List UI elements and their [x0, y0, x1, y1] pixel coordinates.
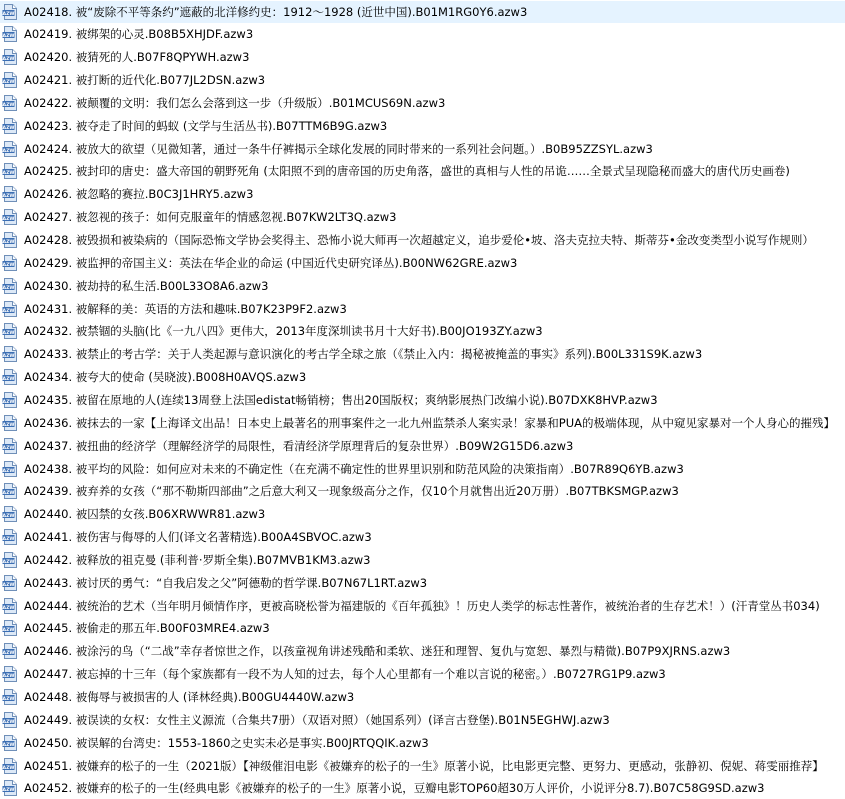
- azw-file-icon: [2, 415, 18, 431]
- azw-file-icon: [2, 323, 18, 339]
- file-name: A02448. 被侮辱与被损害的人 (译林经典).B00GU4440W.azw3: [24, 690, 355, 704]
- azw-file-icon: [2, 209, 18, 225]
- file-name: A02424. 被放大的欲望（见微知著，通过一条牛仔裤揭示全球化发展的同时带来的一系列社会问题。）.B0B95ZZSYL.azw3: [24, 141, 653, 156]
- file-row[interactable]: [0, 458, 845, 480]
- file-row[interactable]: [0, 526, 845, 548]
- azw-file-icon: [2, 712, 18, 728]
- file-row[interactable]: [0, 183, 845, 205]
- file-row[interactable]: [0, 69, 845, 91]
- svg-text:AZW: AZW: [2, 331, 15, 337]
- svg-text:AZW: AZW: [2, 491, 15, 497]
- file-row[interactable]: [0, 755, 845, 777]
- file-name: A02433. 被禁止的考古学：关于人类起源与意识演化的考古学全球之旅（《禁止入内：揭秘被掩盖的事实》系列).B00L331S9K.azw3: [24, 347, 703, 362]
- file-name: A02434. 被夸大的使命 (吴晓波).B008H0AVQS.azw3: [24, 370, 307, 385]
- svg-text:AZW: AZW: [2, 628, 15, 634]
- file-row[interactable]: [0, 298, 845, 320]
- azw-file-icon: [2, 95, 18, 111]
- azw-file-icon: [2, 4, 18, 20]
- file-row[interactable]: [0, 206, 845, 228]
- svg-text:AZW: AZW: [2, 536, 15, 542]
- svg-text:AZW: AZW: [2, 582, 15, 588]
- file-row[interactable]: [0, 412, 845, 434]
- file-row[interactable]: [0, 1, 845, 23]
- file-name: A02443. 被讨厌的勇气：“自我启发之父”阿德勒的哲学课.B07N67L1RT.azw3: [24, 575, 428, 590]
- file-name: A02450. 被误解的台湾史：1553-1860之史实未必是事实.B00JRTQQIK.azw3: [24, 735, 429, 750]
- file-name: A02428. 被毁损和被染病的（国际恐怖文学协会奖得主、恐怖小说大师再一次超越定义，追步爱伦•坡、洛夫克拉夫特、斯蒂芬•金改变类型小说写作规则）: [24, 233, 814, 247]
- azw-file-icon: [2, 346, 18, 362]
- file-row[interactable]: [0, 343, 845, 365]
- svg-text:AZW: AZW: [2, 102, 15, 108]
- svg-text:AZW: AZW: [2, 742, 15, 748]
- file-row[interactable]: [0, 229, 845, 251]
- svg-text:AZW: AZW: [2, 308, 15, 314]
- azw-file-icon: [2, 369, 18, 385]
- file-row[interactable]: [0, 160, 845, 182]
- svg-text:AZW: AZW: [2, 57, 15, 63]
- file-name: A02439. 被弃养的女孩（“那不勒斯四部曲”之后意大利又一现象级高分之作，仅10个月就售出近20万册）.B07TBKSMGP.azw3: [24, 484, 679, 499]
- azw-file-icon: [2, 461, 18, 477]
- azw-file-icon: [2, 163, 18, 179]
- file-row[interactable]: [0, 617, 845, 639]
- azw-file-icon: [2, 735, 18, 751]
- azw-file-icon: [2, 438, 18, 454]
- azw-file-icon: [2, 598, 18, 614]
- file-name: A02425. 被封印的唐史：盛大帝国的朝野死角 (太阳照不到的唐帝国的历史角落，盛世的真相与人性的吊诡……全景式呈现隐秘而盛大的唐代历史画卷): [24, 164, 790, 179]
- file-row[interactable]: [0, 320, 845, 342]
- file-name: A02420. 被猜死的人.B07F8QPYWH.azw3: [24, 50, 250, 65]
- file-name: A02449. 被误读的女权：女性主义源流（合集共7册）（双语对照）（她国系列）(译言古登堡).B01N5EGHWJ.azw3: [24, 712, 610, 727]
- file-name: A02441. 被伤害与侮辱的人们(译文名著精选).B00A4SBVOC.azw3: [24, 530, 372, 545]
- svg-text:AZW: AZW: [2, 765, 15, 771]
- azw-file-icon: [2, 392, 18, 408]
- file-name: A02446. 被涂污的鸟（“二战”幸存者惊世之作，以孩童视角讲述残酷和柔软、迷狂和理智、复仇与宽恕、暴烈与精微).B07P9XJRNS.azw3: [24, 644, 731, 659]
- file-name: A02438. 被平均的风险：如何应对未来的不确定性（在充满不确定性的世界里识别和防范风险的决策指南）.B07R89Q6YB.azw3: [24, 461, 684, 476]
- svg-text:AZW: AZW: [2, 285, 15, 291]
- file-row[interactable]: [0, 549, 845, 571]
- file-name: A02426. 被忽略的赛拉.B0C3J1HRY5.azw3: [24, 187, 254, 202]
- file-name: A02447. 被忘掉的十三年（每个家族都有一段不为人知的过去，每个人心里都有一个难以言说的秘密。）.B0727RG1P9.azw3: [24, 667, 666, 682]
- file-row[interactable]: [0, 732, 845, 754]
- file-row[interactable]: [0, 389, 845, 411]
- file-row[interactable]: [0, 252, 845, 274]
- svg-text:AZW: AZW: [2, 194, 15, 200]
- azw-file-icon: [2, 49, 18, 65]
- azw-file-icon: [2, 301, 18, 317]
- file-name: A02436. 被抹去的一家【上海译文出品！日本史上最著名的刑事案件之一北九州监禁杀人案实录！家暴和PUA的极端体现，从中窥见家暴对一个人身心的摧残】: [24, 415, 835, 430]
- file-row[interactable]: [0, 572, 845, 594]
- file-row[interactable]: [0, 366, 845, 388]
- file-name: A02429. 被监押的帝国主义：英法在华企业的命运 (中国近代史研究译丛).B00NW62GRE.azw3: [24, 255, 518, 270]
- svg-text:AZW: AZW: [2, 262, 15, 268]
- svg-text:AZW: AZW: [2, 719, 15, 725]
- svg-text:AZW: AZW: [2, 125, 15, 131]
- svg-text:AZW: AZW: [2, 605, 15, 611]
- file-row[interactable]: [0, 686, 845, 708]
- svg-text:AZW: AZW: [2, 11, 15, 17]
- svg-text:AZW: AZW: [2, 239, 15, 245]
- svg-text:AZW: AZW: [2, 399, 15, 405]
- file-row[interactable]: [0, 503, 845, 525]
- file-name: A02444. 被统治的艺术（当年明月倾情作序，更被高晓松誉为福建版的《百年孤独》！历史人类学的标志性著作，被统治者的生存艺术！）(汗青堂丛书034): [24, 598, 820, 613]
- file-row[interactable]: [0, 46, 845, 68]
- azw-file-icon: [2, 758, 18, 774]
- file-name: A02431. 被解释的美：英语的方法和趣味.B07K23P9F2.azw3: [24, 301, 347, 316]
- svg-text:AZW: AZW: [2, 376, 15, 382]
- svg-text:AZW: AZW: [2, 559, 15, 565]
- file-name: A02435. 被留在原地的人(连续13周登上法国edistat畅销榜；售出20国版权；爽纳影展热门改编小说).B07DXK8HVP.azw3: [24, 392, 658, 407]
- file-row[interactable]: [0, 138, 845, 160]
- file-name: A02452. 被嫌弃的松子的一生(经典电影《被嫌弃的松子的一生》原著小说，豆瓣电影TOP60超30万人评价，小说评分8.7).B07C58G9SD.azw3: [24, 781, 765, 796]
- file-row[interactable]: [0, 435, 845, 457]
- svg-text:AZW: AZW: [2, 354, 15, 360]
- svg-text:AZW: AZW: [2, 788, 15, 794]
- svg-text:AZW: AZW: [2, 651, 15, 657]
- svg-text:AZW: AZW: [2, 79, 15, 85]
- azw-file-icon: [2, 186, 18, 202]
- file-name: A02442. 被释放的祖克曼 (菲利普·罗斯全集).B07MVB1KM3.azw3: [24, 552, 371, 567]
- file-name: A02421. 被打断的近代化.B077JL2DSN.azw3: [24, 73, 266, 88]
- azw-file-icon: [2, 620, 18, 636]
- svg-text:AZW: AZW: [2, 674, 15, 680]
- azw-file-icon: [2, 141, 18, 157]
- file-name: A02445. 被偷走的那五年.B00F03MRE4.azw3: [24, 621, 270, 636]
- file-name: A02432. 被禁锢的头脑(比《一九八四》更伟大，2013年度深圳读书月十大好书).B00JO193ZY.azw3: [24, 324, 543, 339]
- azw-file-icon: [2, 26, 18, 42]
- azw-file-icon: [2, 506, 18, 522]
- file-name: A02440. 被囚禁的女孩.B06XRWWR81.azw3: [24, 507, 266, 522]
- file-row[interactable]: [0, 709, 845, 731]
- file-row[interactable]: [0, 275, 845, 297]
- file-row[interactable]: [0, 23, 845, 45]
- svg-text:AZW: AZW: [2, 171, 15, 177]
- file-name: A02437. 被扭曲的经济学（理解经济学的局限性，看清经济学原理背后的复杂世界）.B09W2G15D6.azw3: [24, 438, 574, 453]
- azw-file-icon: [2, 575, 18, 591]
- file-name: A02451. 被嫌弃的松子的一生（2021版）【神级催泪电影《被嫌弃的松子的一生》原著小说，比电影更完整、更努力、更感动，张静初、倪妮、蒋雯丽推荐】: [24, 758, 824, 773]
- svg-text:AZW: AZW: [2, 514, 15, 520]
- file-name: A02423. 被夺走了时间的蚂蚁 (文学与生活丛书).B07TTM6B9G.azw3: [24, 118, 388, 133]
- file-row[interactable]: [0, 115, 845, 137]
- file-row[interactable]: [0, 777, 845, 799]
- azw-file-icon: [2, 278, 18, 294]
- file-row[interactable]: [0, 92, 845, 114]
- file-row[interactable]: [0, 663, 845, 685]
- file-row[interactable]: [0, 640, 845, 662]
- svg-text:AZW: AZW: [2, 34, 15, 40]
- azw-file-icon: [2, 483, 18, 499]
- azw-file-icon: [2, 780, 18, 796]
- svg-text:AZW: AZW: [2, 217, 15, 223]
- file-name: A02430. 被劫持的私生活.B00L33O8A6.azw3: [24, 278, 269, 293]
- azw-file-icon: [2, 552, 18, 568]
- svg-text:AZW: AZW: [2, 148, 15, 154]
- azw-file-icon: [2, 118, 18, 134]
- file-row[interactable]: [0, 595, 845, 617]
- azw-file-icon: [2, 255, 18, 271]
- svg-text:AZW: AZW: [2, 445, 15, 451]
- file-row[interactable]: [0, 480, 845, 502]
- file-name: A02419. 被绑架的心灵.B08B5XHJDF.azw3: [24, 27, 254, 42]
- file-name: A02422. 被颠覆的文明：我们怎么会落到这一步（升级版）.B01MCUS69N.azw3: [24, 95, 446, 110]
- azw-file-icon: [2, 666, 18, 682]
- svg-text:AZW: AZW: [2, 422, 15, 428]
- azw-file-icon: [2, 643, 18, 659]
- azw-file-icon: [2, 689, 18, 705]
- azw-file-icon: [2, 72, 18, 88]
- azw-file-icon: [2, 529, 18, 545]
- svg-text:AZW: AZW: [2, 468, 15, 474]
- azw-file-icon: [2, 232, 18, 248]
- svg-text:AZW: AZW: [2, 696, 15, 702]
- file-name: A02427. 被忽视的孩子：如何克服童年的情感忽视.B07KW2LT3Q.azw3: [24, 210, 397, 225]
- file-name: A02418. 被“废除不平等条约”遮蔽的北洋修约史：1912～1928 (近世中国).B01M1RG0Y6.azw3: [24, 4, 528, 19]
